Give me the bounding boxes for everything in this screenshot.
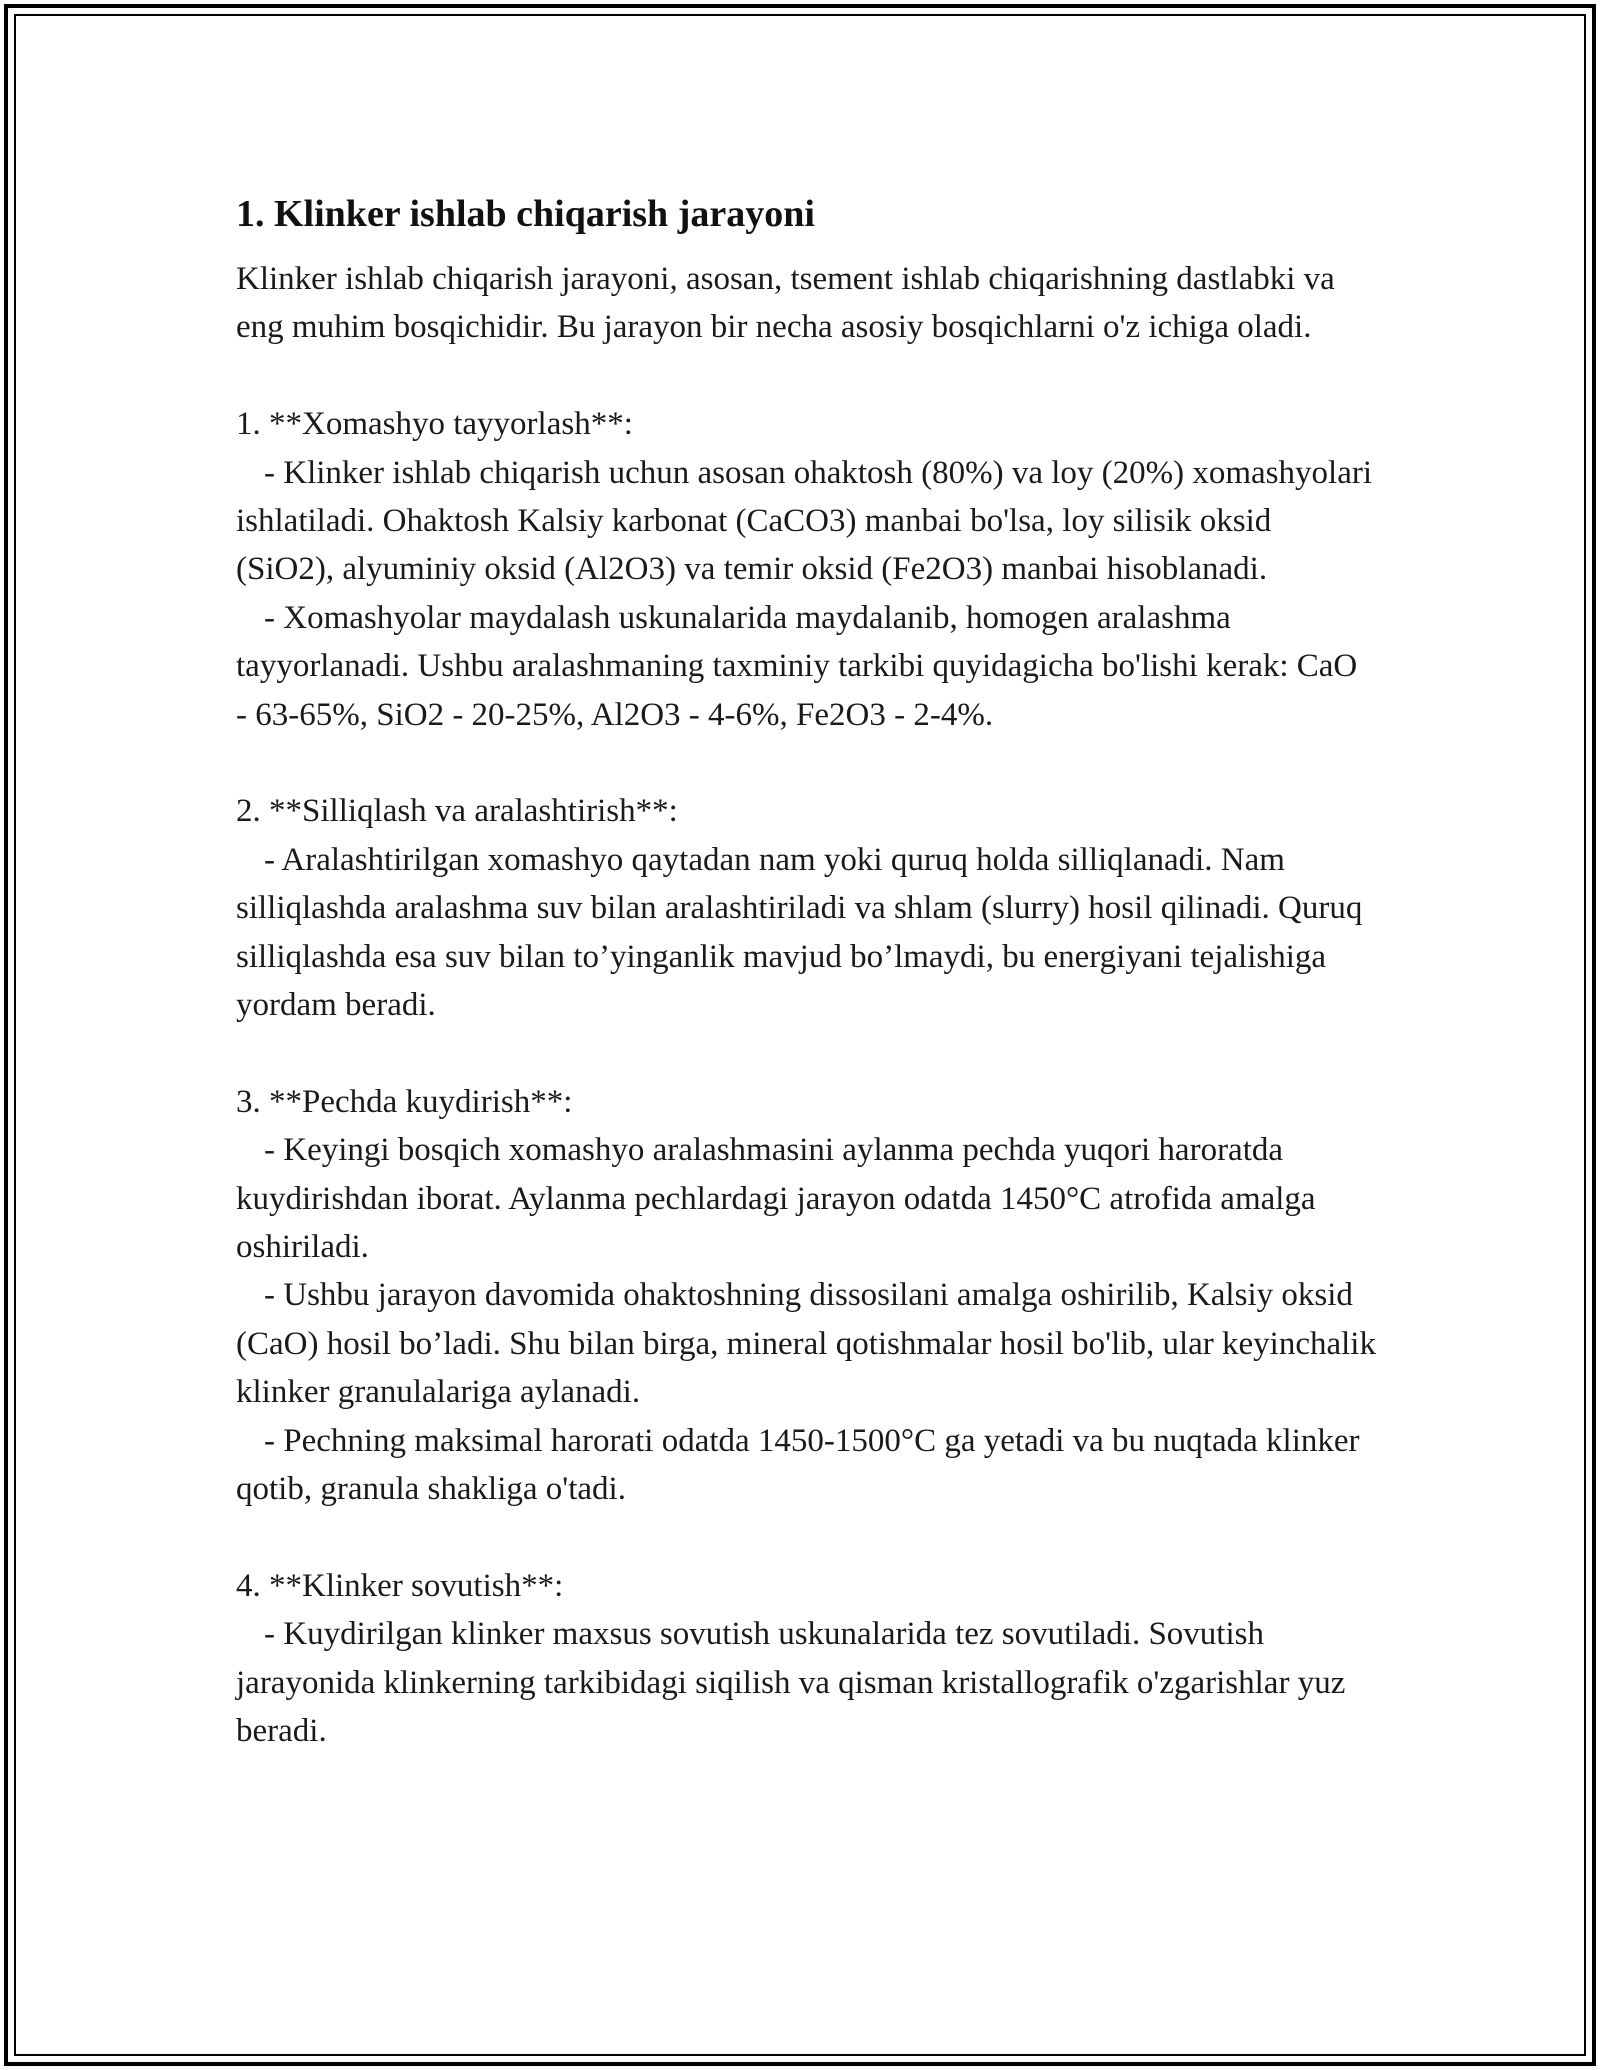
section-heading: 4. **Klinker sovutish**: bbox=[236, 1567, 564, 1604]
document-title: 1. Klinker ishlab chiqarish jarayoni bbox=[236, 193, 815, 235]
bullet-item: - Kuydirilgan klinker maxsus sovutish uskunalarida tez sovutiladi. Sovutish jarayonida klinkerning tarkibidagi siqilish va qisman kristallografik o'zgarishlar yuz beradi. bbox=[236, 1616, 1346, 1750]
document-body bbox=[236, 185, 1376, 1756]
section-silliqlash-va-aralashtirish bbox=[236, 787, 1376, 1029]
bullet-item: - Klinker ishlab chiqarish uchun asosan ohaktosh (80%) va loy (20%) xomashyolari ishlatiladi. Ohaktosh Kalsiy karbonat (CaCO3) manbai bo'lsa, loy silisik oksid (SiO2), alyuminiy oksid (Al2O3) va temir oksid (Fe2O3) manbai hisoblanadi. bbox=[236, 454, 1372, 588]
section-heading: 3. **Pechda kuydirish**: bbox=[236, 1083, 573, 1120]
bullet-item: - Ushbu jarayon davomida ohaktoshning dissosilani amalga oshirilib, Kalsiy oksid (CaO) hosil bo’ladi. Shu bilan birga, mineral qotishmalar hosil bo'lib, ular keyinchalik klinker granulalariga aylanadi. bbox=[236, 1277, 1376, 1411]
section-heading: 2. **Silliqlash va aralashtirish**: bbox=[236, 793, 678, 830]
intro-paragraph: Klinker ishlab chiqarish jarayoni, asosan, tsement ishlab chiqarishning dastlabki va eng muhim bosqichidir. Bu jarayon bir necha asosiy bosqichlarni o'z ichiga oladi. bbox=[236, 261, 1335, 346]
bullet-item: - Pechning maksimal harorati odatda 1450-1500°C ga yetadi va bu nuqtada klinker qotib, granula shakliga o'tadi. bbox=[236, 1422, 1360, 1508]
bullet-item: - Xomashyolar maydalash uskunalarida maydalanib, homogen aralashma tayyorlanadi. Ushbu aralashmaning taxminiy tarkibi quyidagicha bo'lishi kerak: CaO - 63-65%, SiO2 - 20-25%, Al2O3 - 4-6%, Fe2O3 - 2-4%. bbox=[236, 599, 1358, 733]
bullet-item: - Aralashtirilgan xomashyo qaytadan nam yoki quruq holda silliqlanadi. Nam silliqlashda aralashma suv bilan aralashtiriladi va shlam (slurry) hosil qilinadi. Quruq silliqlashda esa suv bilan to’yinganlik mavjud bo’lmaydi, bu energiyani tejalishiga yordam beradi. bbox=[236, 841, 1363, 1024]
section-heading: 1. **Xomashyo tayyorlash**: bbox=[236, 406, 633, 443]
section-klinker-sovutish bbox=[236, 1562, 1376, 1756]
section-pechda-kuydirish bbox=[236, 1078, 1376, 1514]
bullet-item: - Keyingi bosqich xomashyo aralashmasini aylanma pechda yuqori haroratda kuydirishdan iborat. Aylanma pechlardagi jarayon odatda 1450°C atrofida amalga oshiriladi. bbox=[236, 1132, 1316, 1266]
section-xomashyo-tayyorlash bbox=[236, 400, 1376, 739]
